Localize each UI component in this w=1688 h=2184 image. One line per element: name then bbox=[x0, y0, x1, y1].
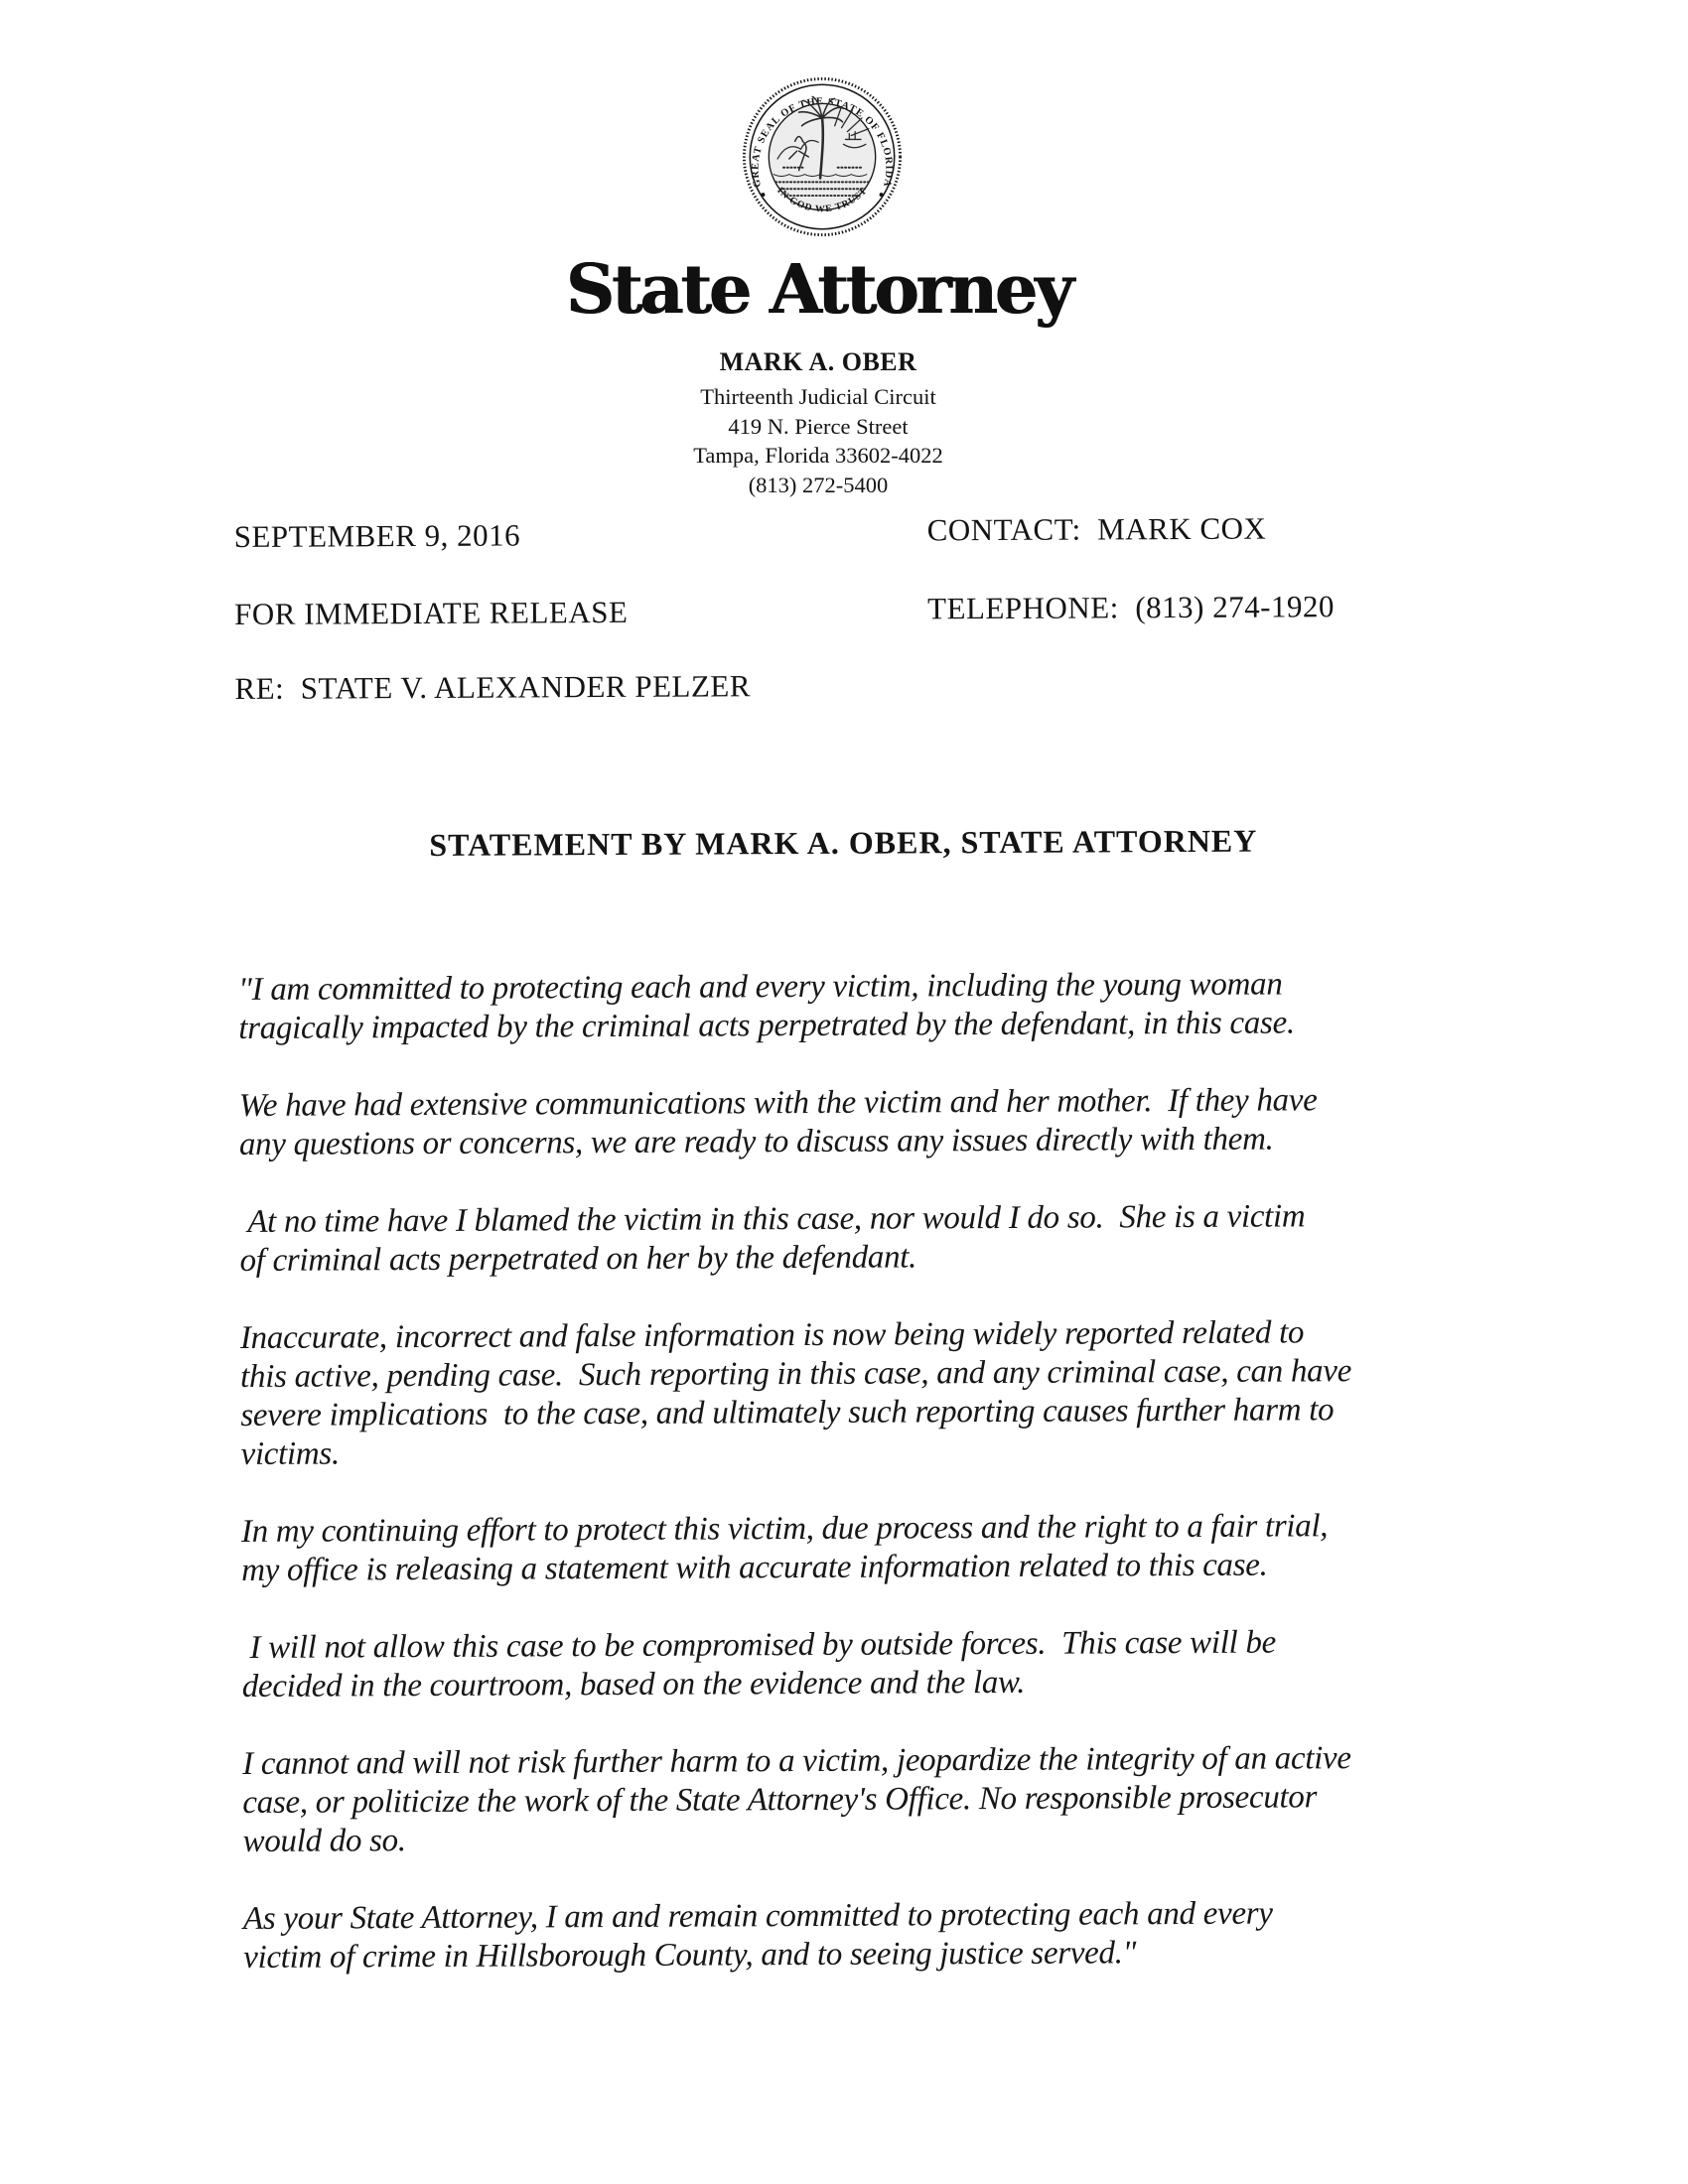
statement-line: case, or politicize the work of the State Attorney's Office. No responsible prosecutor bbox=[242, 1779, 1318, 1821]
office-phone: (813) 272-5400 bbox=[748, 472, 889, 497]
attorney-name: MARK A. OBER bbox=[719, 347, 917, 376]
statement-line: victim of crime in Hillsborough County, and to seeing justice served." bbox=[243, 1935, 1137, 1976]
statement-paragraph bbox=[238, 965, 1460, 1048]
statement-line: Inaccurate, incorrect and false information is now being widely reported related to bbox=[239, 1314, 1305, 1356]
statement-line: my office is releasing a statement with accurate information related to this case. bbox=[241, 1547, 1268, 1588]
statement-line: I cannot and will not risk further harm to a victim, jeopardize the integrity of an active bbox=[242, 1740, 1351, 1782]
re-line: RE: STATE V. ALEXANDER PELZER bbox=[234, 668, 752, 707]
statement-line: any questions or concerns, we are ready to discuss any issues directly with them. bbox=[238, 1121, 1274, 1162]
statement-paragraph bbox=[239, 1081, 1461, 1164]
statement-line: I will not allow this case to be compromised by outside forces. This case will be bbox=[241, 1624, 1277, 1666]
statement-paragraph bbox=[242, 1739, 1465, 1861]
seal-ring-text-bottom: IN GOD WE TRUST bbox=[774, 185, 870, 215]
seal-ring-text-top: GREAT SEAL OF THE STATE OF FLORIDA bbox=[750, 96, 895, 189]
contact-line: CONTACT: MARK COX bbox=[926, 510, 1267, 548]
office-title: State Attorney bbox=[565, 250, 1071, 330]
statement-line: severe implications to the case, and ultimately such reporting causes further harm to bbox=[240, 1392, 1335, 1433]
statement-paragraph bbox=[240, 1313, 1463, 1474]
telephone-line: TELEPHONE: (813) 274-1920 bbox=[926, 589, 1336, 626]
statement-line: this active, pending case. Such reporting in this case, and any criminal case, can have bbox=[240, 1353, 1352, 1395]
statement-line: tragically impacted by the criminal acts perpetrated by the defendant, in this case. bbox=[238, 1005, 1295, 1046]
street-address: 419 N. Pierce Street bbox=[728, 413, 909, 439]
release-date: SEPTEMBER 9, 2016 bbox=[233, 517, 521, 555]
statement-line: At no time have I blamed the victim in this case, nor would I do so. She is a victim bbox=[239, 1198, 1306, 1240]
statement-line: We have had extensive communications with the victim and her mother. If they have bbox=[238, 1082, 1318, 1124]
statement-paragraph bbox=[239, 1197, 1461, 1281]
statement-title: STATEMENT BY MARK A. OBER, STATE ATTORNEY bbox=[429, 822, 1258, 863]
statement-paragraph bbox=[241, 1507, 1463, 1590]
statement-line: In my continuing effort to protect this victim, due process and the right to a fair trial, bbox=[240, 1508, 1329, 1550]
judicial-circuit: Thirteenth Judicial Circuit bbox=[700, 384, 936, 409]
statement-paragraph bbox=[241, 1623, 1463, 1706]
city-state-zip: Tampa, Florida 33602-4022 bbox=[693, 443, 943, 468]
statement-body bbox=[238, 965, 1465, 2016]
statement-paragraph bbox=[243, 1894, 1465, 1978]
statement-line: As your State Attorney, I am and remain committed to protecting each and every bbox=[242, 1895, 1273, 1937]
statement-line: would do so. bbox=[242, 1823, 406, 1859]
statement-line: decided in the courtroom, based on the evidence and the law. bbox=[241, 1664, 1026, 1705]
statement-line: victims. bbox=[240, 1435, 340, 1472]
statement-line: of criminal acts perpetrated on her by the defendant. bbox=[239, 1239, 917, 1279]
statement-line: "I am committed to protecting each and every victim, including the young woman bbox=[237, 966, 1283, 1008]
release-line: FOR IMMEDIATE RELEASE bbox=[234, 594, 629, 632]
